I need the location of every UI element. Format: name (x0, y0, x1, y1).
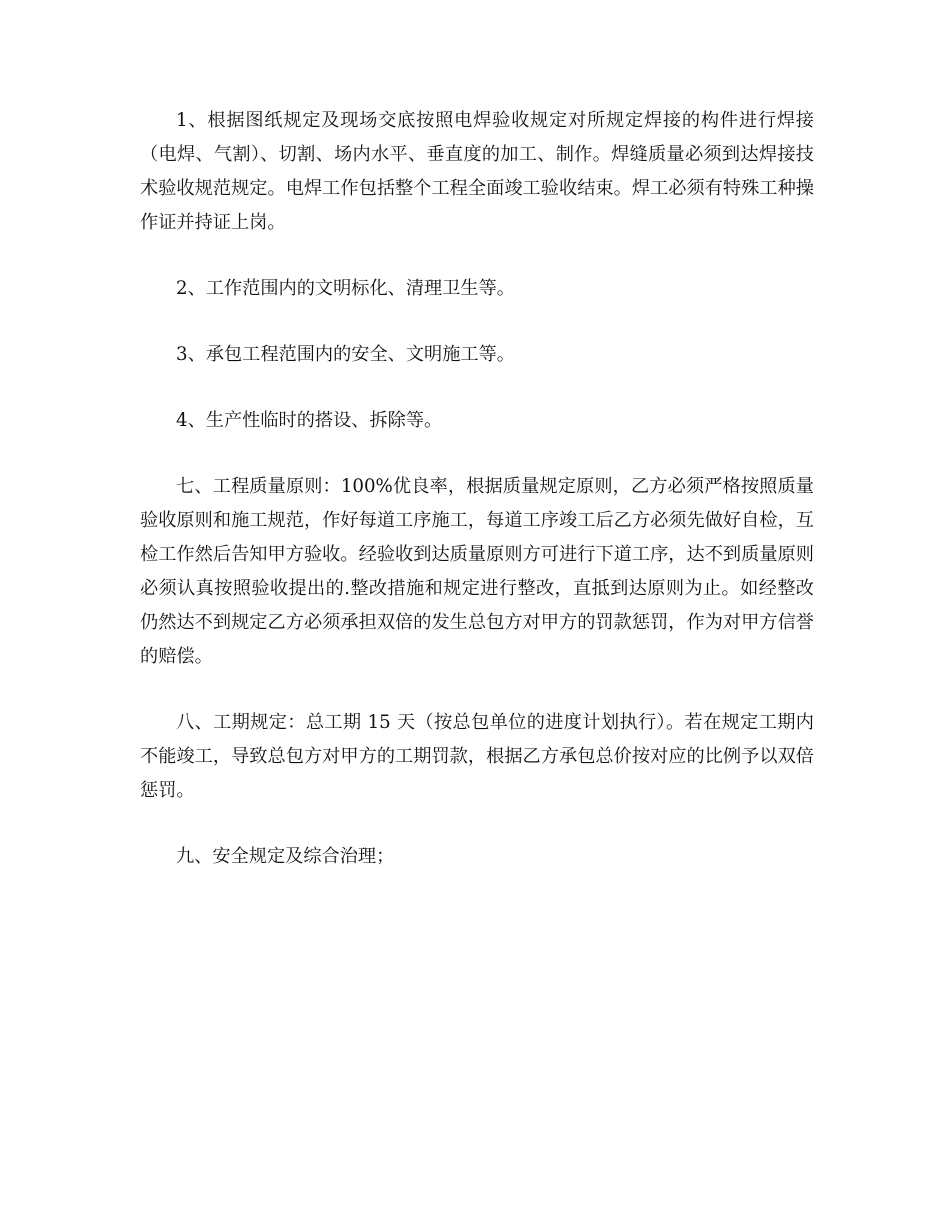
paragraph-welding-requirements: 1、根据图纸规定及现场交底按照电焊验收规定对所规定焊接的构件进行焊接（电焊、气割）、切割、场内水平、垂直度的加工、制作。焊缝质量必须到达焊接技术验收规范规定。电焊工作包括整个工程全面竣工验收结束。焊工必须有特殊工种操作证并持证上岗。 (140, 110, 814, 233)
paragraph-civilized-cleanup: 2、工作范围内的文明标化、清理卫生等。 (176, 278, 515, 299)
paragraph-schedule: 八、工期规定：总工期 15 天（按总包单位的进度计划执行）。若在规定工期内不能竣工，导致总包方对甲方的工期罚款，根据乙方承包总价按对应的比例予以双倍惩罚。 (140, 712, 814, 801)
paragraph-safety-construction: 3、承包工程范围内的安全、文明施工等。 (176, 344, 515, 365)
paragraph-safety-heading: 九、安全规定及综合治理； (176, 846, 395, 867)
paragraph-temporary-structures: 4、生产性临时的搭设、拆除等。 (176, 410, 443, 431)
paragraph-quality-standards: 七、工程质量原则：100%优良率，根据质量规定原则，乙方必须严格按照质量验收原则和施工规范，作好每道工序施工，每道工序竣工后乙方必须先做好自检，互检工作然后告知甲方验收。经验收到达质量原则方可进行下道工序，达不到质量原则必须认真按照验收提出的.整改措施和规定进行整改，直抵到达原则为止。如经整改仍然达不到规定乙方必须承担双倍的发生总包方对甲方的罚款惩罚，作为对甲方信誉的赔偿。 (140, 476, 814, 667)
document-body (140, 104, 814, 874)
